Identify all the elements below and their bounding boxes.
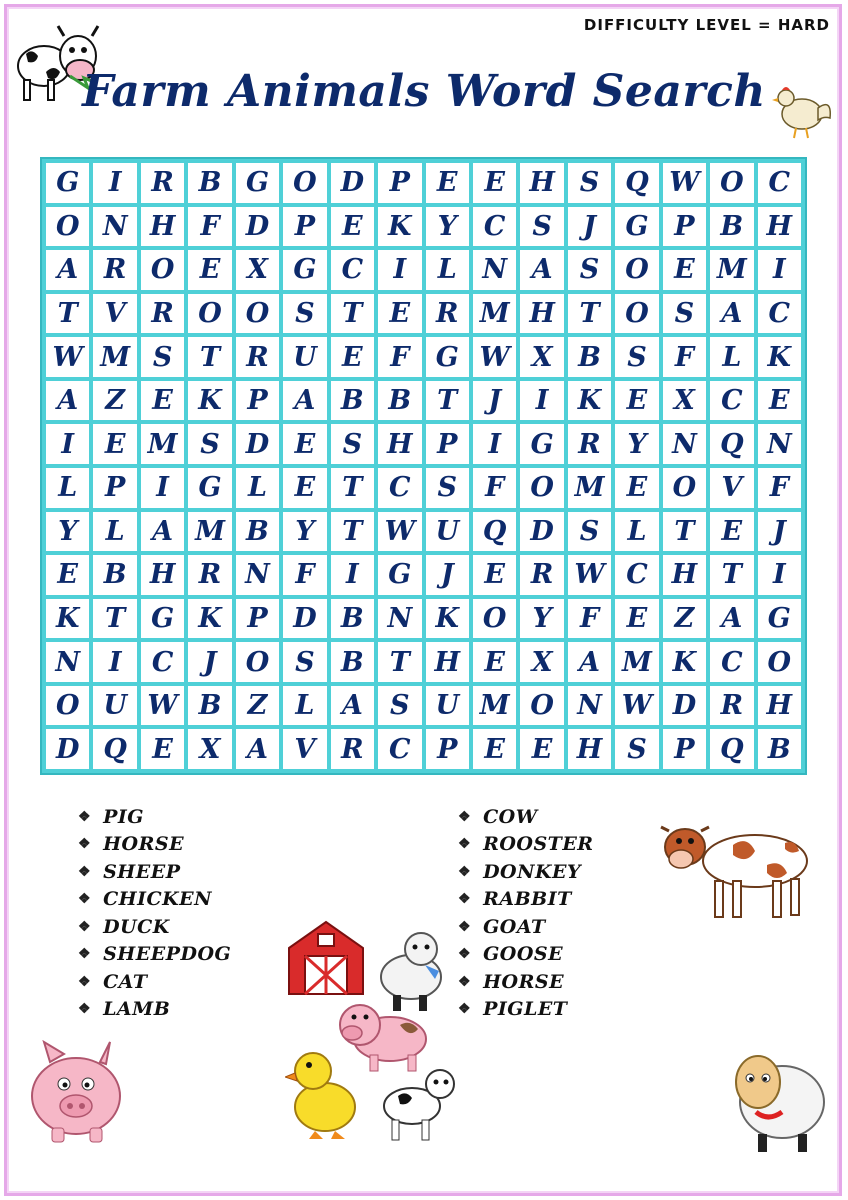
grid-cell[interactable]: M <box>188 512 231 552</box>
word-list-item <box>78 996 231 1024</box>
calf-illustration <box>378 1060 462 1144</box>
word-list-item <box>458 941 594 969</box>
grid-cell[interactable]: O <box>46 207 89 247</box>
grid-cell[interactable]: S <box>663 294 706 334</box>
grid-cell[interactable]: E <box>473 555 516 595</box>
grid-cell[interactable]: B <box>331 599 374 639</box>
grid-cell[interactable]: X <box>188 729 231 769</box>
grid-cell[interactable]: S <box>568 163 611 203</box>
word-list-left <box>78 803 231 1023</box>
grid-cell[interactable]: H <box>568 729 611 769</box>
grid-cell[interactable]: Z <box>236 686 279 726</box>
grid-cell[interactable]: T <box>426 381 469 421</box>
grid-cell[interactable]: S <box>615 729 658 769</box>
grid-cell[interactable]: L <box>283 686 326 726</box>
grid-cell[interactable]: S <box>568 250 611 290</box>
grid-cell[interactable]: O <box>615 250 658 290</box>
grid-cell[interactable]: L <box>710 337 753 377</box>
grid-cell[interactable]: H <box>663 555 706 595</box>
word-list-item <box>78 941 231 969</box>
word-list-item <box>78 886 231 914</box>
grid-cell[interactable]: G <box>236 163 279 203</box>
bullet-icon: ❖ <box>78 918 92 935</box>
grid-cell[interactable]: I <box>378 250 421 290</box>
grid-cell[interactable]: C <box>758 294 801 334</box>
grid-cell[interactable]: E <box>615 599 658 639</box>
grid-cell[interactable]: M <box>473 294 516 334</box>
grid-cell[interactable]: I <box>758 555 801 595</box>
word-label: GOAT <box>483 915 546 938</box>
grid-cell[interactable]: M <box>93 337 136 377</box>
grid-cell[interactable]: O <box>758 642 801 682</box>
grid-cell[interactable]: H <box>378 424 421 464</box>
grid-cell[interactable]: S <box>188 424 231 464</box>
grid-cell[interactable]: P <box>236 599 279 639</box>
grid-cell[interactable]: T <box>710 555 753 595</box>
word-list-right <box>458 803 594 1023</box>
grid-cell[interactable]: P <box>663 729 706 769</box>
grid-cell[interactable]: A <box>331 686 374 726</box>
bullet-icon: ❖ <box>78 836 92 853</box>
grid-cell[interactable]: C <box>141 642 184 682</box>
grid-cell[interactable]: R <box>710 686 753 726</box>
grid-cell[interactable]: B <box>568 337 611 377</box>
grid-cell[interactable]: D <box>236 207 279 247</box>
grid-cell[interactable]: G <box>615 207 658 247</box>
grid-cell[interactable]: C <box>331 250 374 290</box>
word-label: CAT <box>103 970 148 993</box>
grid-cell[interactable]: G <box>141 599 184 639</box>
word-list-item <box>458 913 594 941</box>
grid-cell[interactable]: J <box>758 512 801 552</box>
grid-cell[interactable]: D <box>46 729 89 769</box>
grid-cell[interactable]: L <box>93 512 136 552</box>
grid-cell[interactable]: X <box>663 381 706 421</box>
bullet-icon: ❖ <box>78 946 92 963</box>
grid-cell[interactable]: I <box>93 163 136 203</box>
grid-cell[interactable]: S <box>331 424 374 464</box>
grid-cell[interactable]: E <box>331 337 374 377</box>
grid-cell[interactable]: X <box>520 337 563 377</box>
grid-cell[interactable]: I <box>758 250 801 290</box>
grid-cell[interactable]: E <box>46 555 89 595</box>
grid-cell[interactable]: H <box>758 686 801 726</box>
grid-cell[interactable]: T <box>188 337 231 377</box>
grid-cell[interactable]: H <box>141 207 184 247</box>
grid-cell[interactable]: W <box>378 512 421 552</box>
grid-cell[interactable]: O <box>520 468 563 508</box>
grid-cell[interactable]: L <box>615 512 658 552</box>
grid-cell[interactable]: G <box>283 250 326 290</box>
word-list-item <box>458 968 594 996</box>
grid-cell[interactable]: S <box>283 642 326 682</box>
word-list-item <box>458 858 594 886</box>
word-label: PIG <box>103 805 144 828</box>
word-label: SHEEPDOG <box>103 943 232 966</box>
grid-cell[interactable]: N <box>236 555 279 595</box>
grid-cell[interactable]: W <box>568 555 611 595</box>
grid-cell[interactable]: E <box>283 424 326 464</box>
grid-cell[interactable]: G <box>188 468 231 508</box>
bullet-icon: ❖ <box>458 863 472 880</box>
grid-cell[interactable]: Q <box>473 512 516 552</box>
grid-cell[interactable]: O <box>46 686 89 726</box>
grid-cell[interactable]: P <box>426 424 469 464</box>
grid-cell[interactable]: V <box>93 294 136 334</box>
grid-cell[interactable]: V <box>283 729 326 769</box>
grid-cell[interactable]: X <box>520 642 563 682</box>
grid-cell[interactable]: Y <box>283 512 326 552</box>
grid-cell[interactable]: T <box>46 294 89 334</box>
grid-cell[interactable]: N <box>46 642 89 682</box>
grid-cell[interactable]: A <box>520 250 563 290</box>
grid-cell[interactable]: G <box>46 163 89 203</box>
grid-cell[interactable]: S <box>378 686 421 726</box>
word-list-item <box>78 803 231 831</box>
grid-cell[interactable]: A <box>710 599 753 639</box>
grid-cell[interactable]: P <box>236 381 279 421</box>
grid-cell[interactable]: O <box>236 294 279 334</box>
grid-cell[interactable]: D <box>331 163 374 203</box>
grid-cell[interactable]: K <box>46 599 89 639</box>
grid-cell[interactable]: C <box>473 207 516 247</box>
grid-cell[interactable]: J <box>568 207 611 247</box>
grid-cell[interactable]: U <box>93 686 136 726</box>
grid-cell[interactable]: C <box>710 642 753 682</box>
grid-cell[interactable]: N <box>568 686 611 726</box>
grid-cell[interactable]: E <box>141 729 184 769</box>
grid-cell[interactable]: G <box>426 337 469 377</box>
word-label: SHEEP <box>103 860 181 883</box>
grid-cell[interactable]: T <box>331 468 374 508</box>
word-label: CHICKEN <box>103 888 213 911</box>
grid-cell[interactable]: S <box>520 207 563 247</box>
grid-cell[interactable]: F <box>473 468 516 508</box>
grid-cell[interactable]: E <box>520 729 563 769</box>
grid-cell[interactable]: J <box>426 555 469 595</box>
word-label: ROOSTER <box>483 833 594 856</box>
grid-cell[interactable]: R <box>568 424 611 464</box>
grid-cell[interactable]: E <box>615 468 658 508</box>
grid-cell[interactable]: S <box>141 337 184 377</box>
sheep-illustration <box>720 1038 830 1156</box>
grid-cell[interactable]: N <box>663 424 706 464</box>
grid-cell[interactable]: S <box>568 512 611 552</box>
word-label: HORSE <box>103 833 185 856</box>
grid-cell[interactable]: P <box>93 468 136 508</box>
grid-cell[interactable]: K <box>663 642 706 682</box>
grid-cell[interactable]: L <box>426 250 469 290</box>
word-label: PIGLET <box>483 998 568 1021</box>
grid-cell[interactable]: J <box>188 642 231 682</box>
word-list-item <box>458 831 594 859</box>
grid-cell[interactable]: T <box>568 294 611 334</box>
grid-cell[interactable]: T <box>378 642 421 682</box>
pig-illustration <box>22 1040 132 1146</box>
grid-cell[interactable]: P <box>663 207 706 247</box>
grid-cell[interactable]: M <box>568 468 611 508</box>
grid-cell[interactable]: H <box>426 642 469 682</box>
grid-cell[interactable]: X <box>236 250 279 290</box>
difficulty-label: DIFFICULTY LEVEL = HARD <box>583 16 830 34</box>
grid-cell[interactable]: N <box>758 424 801 464</box>
grid-cell[interactable]: U <box>426 686 469 726</box>
grid-cell[interactable]: O <box>283 163 326 203</box>
grid-cell[interactable]: Q <box>710 729 753 769</box>
bullet-icon: ❖ <box>78 863 92 880</box>
bullet-icon: ❖ <box>458 973 472 990</box>
word-list-item <box>78 968 231 996</box>
grid-cell[interactable]: H <box>141 555 184 595</box>
grid-cell[interactable]: K <box>188 381 231 421</box>
grid-cell[interactable]: I <box>473 424 516 464</box>
grid-cell[interactable]: T <box>663 512 706 552</box>
grid-cell[interactable]: A <box>568 642 611 682</box>
grid-cell[interactable]: V <box>710 468 753 508</box>
grid-cell[interactable]: M <box>615 642 658 682</box>
bullet-icon: ❖ <box>458 1001 472 1018</box>
word-list-item <box>458 996 594 1024</box>
grid-cell[interactable]: B <box>236 512 279 552</box>
grid-cell[interactable]: O <box>710 163 753 203</box>
grid-cell[interactable]: N <box>473 250 516 290</box>
grid-cell[interactable]: A <box>710 294 753 334</box>
grid-cell[interactable]: E <box>615 381 658 421</box>
grid-cell[interactable]: R <box>93 250 136 290</box>
grid-cell[interactable]: Y <box>426 207 469 247</box>
grid-cell[interactable]: L <box>236 468 279 508</box>
bullet-icon: ❖ <box>78 808 92 825</box>
grid-cell[interactable]: O <box>520 686 563 726</box>
grid-cell[interactable]: N <box>93 207 136 247</box>
grid-cell[interactable]: I <box>46 424 89 464</box>
grid-cell[interactable]: A <box>236 729 279 769</box>
grid-cell[interactable]: C <box>758 163 801 203</box>
grid-cell[interactable]: R <box>141 163 184 203</box>
grid-cell[interactable]: T <box>331 294 374 334</box>
grid-cell[interactable]: E <box>378 294 421 334</box>
grid-cell[interactable]: D <box>236 424 279 464</box>
grid-cell[interactable]: R <box>236 337 279 377</box>
grid-cell[interactable]: O <box>473 599 516 639</box>
grid-cell[interactable]: R <box>520 555 563 595</box>
grid-cell[interactable]: P <box>378 163 421 203</box>
word-list-item <box>458 803 594 831</box>
grid-cell[interactable]: E <box>473 642 516 682</box>
grid-cell[interactable]: Z <box>663 599 706 639</box>
grid-cell[interactable]: O <box>141 250 184 290</box>
grid-cell[interactable]: M <box>710 250 753 290</box>
grid-cell[interactable]: E <box>710 512 753 552</box>
grid-cell[interactable]: H <box>758 207 801 247</box>
grid-cell[interactable]: T <box>331 512 374 552</box>
grid-cell[interactable]: W <box>615 686 658 726</box>
grid-cell[interactable]: R <box>331 729 374 769</box>
word-list-item <box>78 913 231 941</box>
grid-cell[interactable]: S <box>615 337 658 377</box>
grid-cell[interactable]: K <box>426 599 469 639</box>
grid-cell[interactable]: B <box>378 381 421 421</box>
cow-illustration-right <box>655 815 815 925</box>
grid-cell[interactable]: G <box>520 424 563 464</box>
grid-cell[interactable]: K <box>758 337 801 377</box>
grid-cell[interactable]: E <box>93 424 136 464</box>
grid-cell[interactable]: E <box>331 207 374 247</box>
grid-cell[interactable]: Z <box>93 381 136 421</box>
grid-cell[interactable]: E <box>473 163 516 203</box>
bullet-icon: ❖ <box>78 891 92 908</box>
grid-cell[interactable]: H <box>520 294 563 334</box>
bullet-icon: ❖ <box>458 918 472 935</box>
word-label: COW <box>483 805 538 828</box>
grid-cell[interactable]: I <box>331 555 374 595</box>
grid-cell[interactable]: E <box>426 163 469 203</box>
word-label: GOOSE <box>483 943 564 966</box>
grid-cell[interactable]: R <box>426 294 469 334</box>
grid-cell[interactable]: Y <box>615 424 658 464</box>
grid-cell[interactable]: M <box>141 424 184 464</box>
page-title: Farm Animals Word Search <box>82 66 766 117</box>
grid-cell[interactable]: L <box>46 468 89 508</box>
grid-cell[interactable]: A <box>46 381 89 421</box>
barn-illustration <box>285 918 367 996</box>
bullet-icon: ❖ <box>458 808 472 825</box>
word-list-item <box>458 886 594 914</box>
grid-cell[interactable]: C <box>378 468 421 508</box>
grid-cell[interactable]: C <box>710 381 753 421</box>
word-label: LAMB <box>103 998 171 1021</box>
word-label: DUCK <box>103 915 170 938</box>
grid-cell[interactable]: E <box>758 381 801 421</box>
word-list-item <box>78 858 231 886</box>
grid-cell[interactable]: F <box>663 337 706 377</box>
grid-cell[interactable]: G <box>378 555 421 595</box>
grid-cell[interactable]: E <box>663 250 706 290</box>
grid-cell[interactable]: P <box>426 729 469 769</box>
grid-cell[interactable]: T <box>93 599 136 639</box>
grid-cell[interactable]: B <box>188 163 231 203</box>
grid-cell[interactable]: B <box>93 555 136 595</box>
grid-cell[interactable]: I <box>520 381 563 421</box>
bullet-icon: ❖ <box>458 946 472 963</box>
grid-cell[interactable]: D <box>283 599 326 639</box>
grid-cell[interactable]: R <box>141 294 184 334</box>
grid-cell[interactable]: O <box>663 468 706 508</box>
grid-cell[interactable]: W <box>473 337 516 377</box>
grid-cell[interactable]: A <box>283 381 326 421</box>
grid-cell[interactable]: I <box>141 468 184 508</box>
grid-cell[interactable]: F <box>758 468 801 508</box>
grid-cell[interactable]: M <box>473 686 516 726</box>
grid-cell[interactable]: J <box>473 381 516 421</box>
bullet-icon: ❖ <box>78 1001 92 1018</box>
grid-cell[interactable]: D <box>520 512 563 552</box>
grid-cell[interactable]: U <box>283 337 326 377</box>
grid-cell[interactable]: O <box>615 294 658 334</box>
grid-cell[interactable]: E <box>188 250 231 290</box>
word-label: DONKEY <box>483 860 582 883</box>
word-search-grid <box>40 157 807 775</box>
word-label: HORSE <box>483 970 565 993</box>
grid-cell[interactable]: H <box>520 163 563 203</box>
grid-cell[interactable]: S <box>283 294 326 334</box>
bullet-icon: ❖ <box>458 891 472 908</box>
bullet-icon: ❖ <box>78 973 92 990</box>
grid-cell[interactable]: K <box>378 207 421 247</box>
grid-cell[interactable]: P <box>283 207 326 247</box>
grid-cell[interactable]: B <box>758 729 801 769</box>
grid-cell[interactable]: W <box>46 337 89 377</box>
grid-cell[interactable]: B <box>710 207 753 247</box>
grid-cell[interactable]: Y <box>520 599 563 639</box>
grid-cell[interactable]: Y <box>46 512 89 552</box>
grid-cell[interactable]: W <box>141 686 184 726</box>
grid-cell[interactable]: B <box>331 642 374 682</box>
grid-cell[interactable]: O <box>188 294 231 334</box>
grid-cell[interactable]: O <box>236 642 279 682</box>
grid-cell[interactable]: I <box>93 642 136 682</box>
grid-cell[interactable]: S <box>426 468 469 508</box>
grid-cell[interactable]: F <box>188 207 231 247</box>
bullet-icon: ❖ <box>458 836 472 853</box>
grid-cell[interactable]: Q <box>615 163 658 203</box>
grid-cell[interactable]: E <box>141 381 184 421</box>
grid-cell[interactable]: C <box>615 555 658 595</box>
grid-cell[interactable]: B <box>188 686 231 726</box>
grid-cell[interactable]: A <box>46 250 89 290</box>
grid-cell[interactable]: D <box>663 686 706 726</box>
grid-cell[interactable]: Q <box>93 729 136 769</box>
grid-cell[interactable]: F <box>378 337 421 377</box>
grid-cell[interactable]: B <box>331 381 374 421</box>
grid-cell[interactable]: F <box>568 599 611 639</box>
grid-cell[interactable]: U <box>426 512 469 552</box>
grid-cell[interactable]: A <box>141 512 184 552</box>
grid-cell[interactable]: E <box>283 468 326 508</box>
grid-cell[interactable]: K <box>568 381 611 421</box>
grid-cell[interactable]: K <box>188 599 231 639</box>
duck-illustration <box>285 1045 359 1141</box>
word-list-item <box>78 831 231 859</box>
grid-cell[interactable]: C <box>378 729 421 769</box>
grid-cell[interactable]: Q <box>710 424 753 464</box>
grid-cell[interactable]: W <box>663 163 706 203</box>
word-label: RABBIT <box>483 888 572 911</box>
grid-cell[interactable]: F <box>283 555 326 595</box>
grid-cell[interactable]: E <box>473 729 516 769</box>
grid-cell[interactable]: N <box>378 599 421 639</box>
grid-cell[interactable]: G <box>758 599 801 639</box>
grid-cell[interactable]: R <box>188 555 231 595</box>
